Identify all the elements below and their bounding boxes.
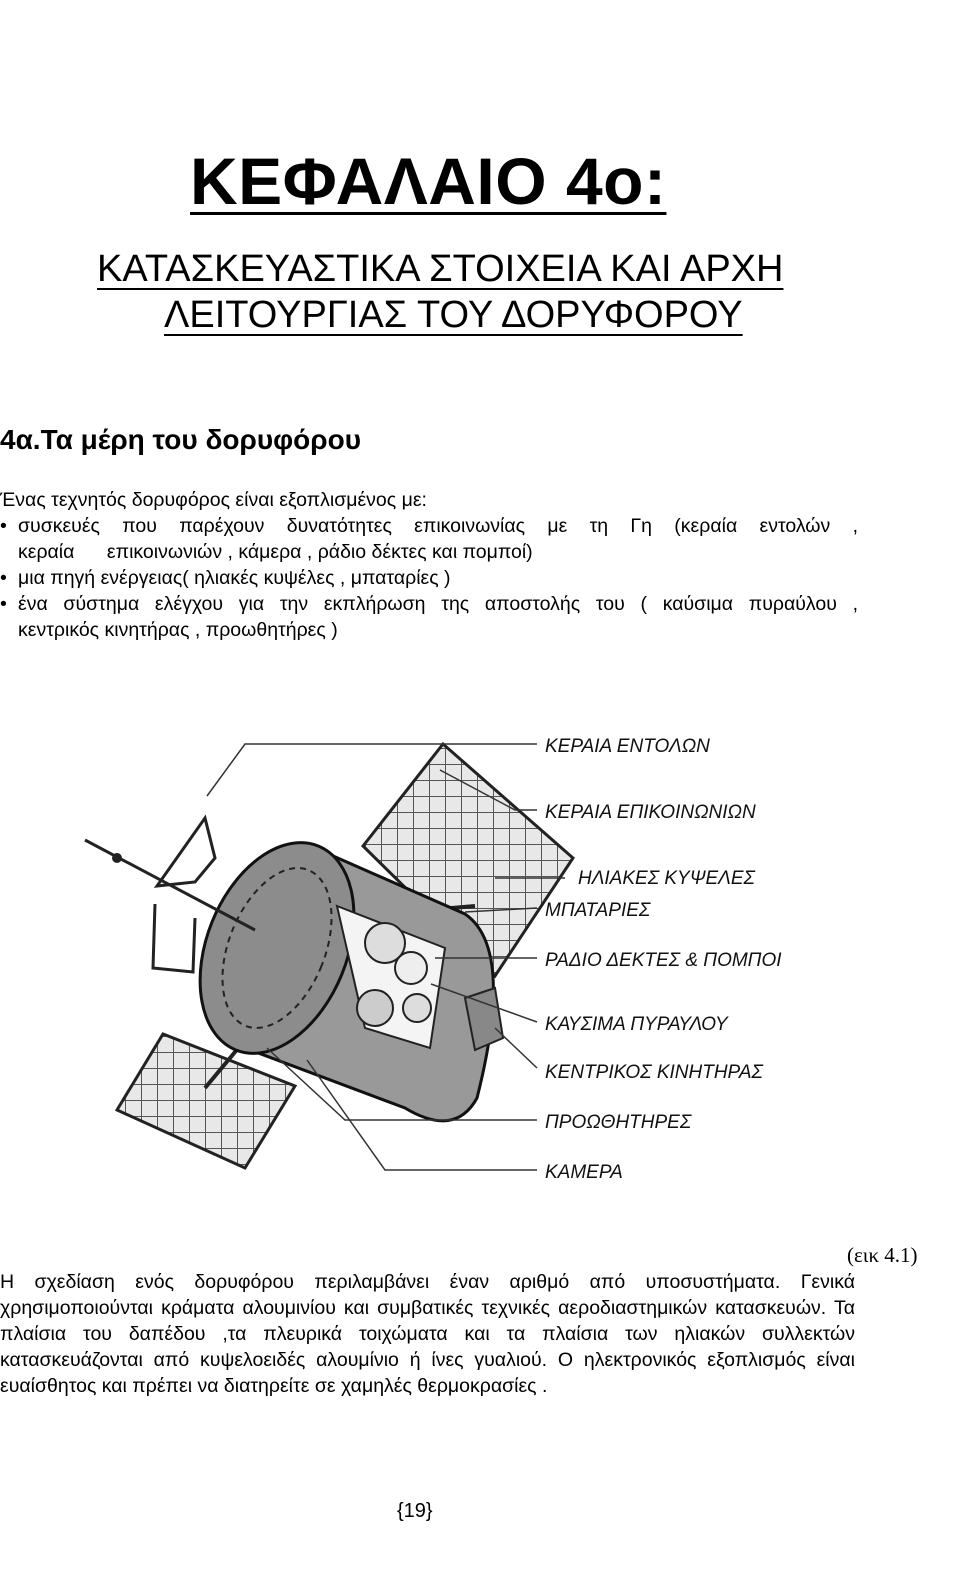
label-batteries: ΜΠΑΤΑΡΙΕΣ [545,900,651,921]
label-radio-receivers-transmitters: ΡΑΔΙΟ ΔΕΚΤΕΣ & ΠΟΜΠΟΙ [545,950,782,971]
figure-reference: (εικ 4.1) [847,1243,918,1267]
bullet-item [0,591,858,643]
intro-text: Ένας τεχνητός δορυφόρος είναι εξοπλισμένος με: [0,489,427,511]
bullet-dot: • [0,515,7,537]
bullet-dot: • [0,567,7,589]
chapter-title: ΚΕΦΑΛΑΙΟ 4ο: [190,144,667,218]
label-communications-antenna: ΚΕΡΑΙΑ ΕΠΙΚΟΙΝΩΝΙΩΝ [545,802,756,823]
bullet-item [0,565,858,591]
section-heading: 4α.Τα μέρη του δορυφόρου [0,424,362,455]
bullet-dot: • [0,593,7,615]
bullet-text-line: συσκευές που παρέχουν δυνατότητες επικοινωνίας με τη Γη (κεραία εντολών , [18,515,858,537]
label-thrusters: ΠΡΟΩΘΗΤΗΡΕΣ [545,1112,692,1133]
page-number: {19} [397,1500,433,1522]
label-camera: ΚΑΜΕΡΑ [545,1162,623,1183]
chapter-subtitle-line-2: ΛΕΙΤΟΥΡΓΙΑΣ ΤΟΥ ΔΟΡΥΦΟΡΟΥ [164,294,743,336]
label-command-antenna: ΚΕΡΑΙΑ ΕΝΤΟΛΩΝ [545,736,710,757]
body-paragraph: Η σχεδίαση ενός δορυφόρου περιλαμβάνει έναν αριθμό από υποσυστήματα. Γενικά χρησιμοποιούνται κράματα αλουμινίου και συμβατικές τεχνικές αεροδιαστημικών κατασκευών. Τα πλαίσια του δαπέδου ,τα πλευρικά τοιχώματα και τα πλαίσια των ηλιακών συλλεκτών κατασκευάζονται από κυψελοειδές αλουμίνιο ή ίνες γυαλιού. Ο ηλεκτρονικός εξοπλισμός είναι ευαίσθητος και πρέπει να διατηρείτε σε χαμηλές θερμοκρασίες . [0,1271,855,1397]
bullet-text-line: κεντρικός κινητήρας , προωθητήρες ) [18,619,338,641]
bullet-text-line: ένα σύστημα ελέγχου για την εκπλήρωση της αποστολής του ( καύσιμα πυραύλου , [18,593,858,615]
chapter-subtitle-line-1: ΚΑΤΑΣΚΕΥΑΣΤΙΚΑ ΣΤΟΙΧΕΙΑ ΚΑΙ ΑΡΧΗ [97,248,784,290]
bullet-text-line: μια πηγή ενέργειας( ηλιακές κυψέλες , μπαταρίες ) [18,567,451,589]
bullet-text-line: κεραία επικοινωνιών , κάμερα , ράδιο δέκτες και πομποί) [18,541,533,563]
bullet-item [0,513,858,565]
label-solar-cells: ΗΛΙΑΚΕΣ ΚΥΨΕΛΕΣ [578,868,755,889]
label-rocket-fuel: ΚΑΥΣΙΜΑ ΠΥΡΑΥΛΟΥ [545,1014,728,1035]
label-main-engine: ΚΕΝΤΡΙΚΟΣ ΚΙΝΗΤΗΡΑΣ [545,1062,763,1083]
satellite-diagram [45,668,847,1264]
